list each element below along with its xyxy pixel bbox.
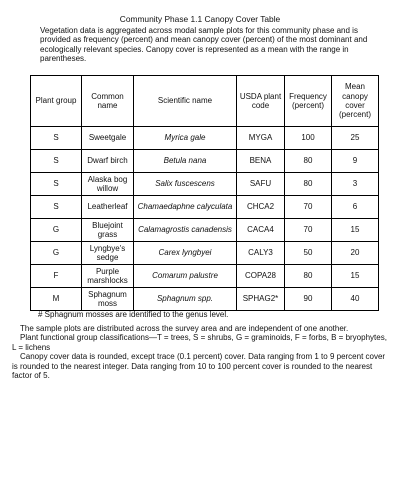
table-row — [31, 150, 379, 173]
cell-usda-code: SAFU — [237, 173, 285, 196]
header-usda-code: USDA plant code — [237, 76, 285, 127]
cell-usda-code: MYGA — [237, 127, 285, 150]
cell-plant-group: G — [31, 219, 82, 242]
table-row — [31, 288, 379, 311]
cell-canopy-cover: 3 — [332, 173, 379, 196]
cell-usda-code: CALY3 — [237, 242, 285, 265]
header-plant-group: Plant group — [31, 76, 82, 127]
cell-scientific-name: Myrica gale — [134, 127, 237, 150]
cell-common-name: Bluejoint grass — [82, 219, 134, 242]
cell-common-name: Leatherleaf — [82, 196, 134, 219]
cell-plant-group: S — [31, 196, 82, 219]
cell-usda-code: COPA28 — [237, 265, 285, 288]
cell-common-name: Purple marshlocks — [82, 265, 134, 288]
cell-canopy-cover: 40 — [332, 288, 379, 311]
cell-common-name: Dwarf birch — [82, 150, 134, 173]
notes-section — [12, 324, 388, 380]
header-scientific-name: Scientific name — [134, 76, 237, 127]
cell-scientific-name: Calamagrostis canadensis — [134, 219, 237, 242]
cell-plant-group: S — [31, 150, 82, 173]
cell-common-name: Lyngbye's sedge — [82, 242, 134, 265]
cell-canopy-cover: 6 — [332, 196, 379, 219]
table-row — [31, 173, 379, 196]
table-row — [31, 196, 379, 219]
cell-canopy-cover: 15 — [332, 219, 379, 242]
cell-scientific-name: Betula nana — [134, 150, 237, 173]
cell-usda-code: CACA4 — [237, 219, 285, 242]
cell-frequency: 50 — [285, 242, 332, 265]
table-row — [31, 127, 379, 150]
cell-frequency: 70 — [285, 219, 332, 242]
cell-plant-group: M — [31, 288, 82, 311]
cell-usda-code: SPHAG2* — [237, 288, 285, 311]
note-sampling: The sample plots are distributed across the survey area and are independent of one another. — [20, 324, 349, 333]
cell-scientific-name: Comarum palustre — [134, 265, 237, 288]
note-rounding: Canopy cover data is rounded, except trace (0.1 percent) cover. Data ranging from 1 to 9 percent cover is rounded to the nearest integer. Data ranging from 10 to 100 percent cover is rounded to the nearest factor of 5. — [12, 352, 386, 381]
table-row — [31, 242, 379, 265]
cell-common-name: Alaska bog willow — [82, 173, 134, 196]
cell-plant-group: S — [31, 127, 82, 150]
table-row — [31, 265, 379, 288]
cell-scientific-name: Sphagnum spp. — [134, 288, 237, 311]
table-row — [31, 219, 379, 242]
note-functional-groups: Plant functional group classifications—T = trees, S = shrubs, G = graminoids, F = forbs, B = bryophytes, L = lichens — [12, 333, 387, 352]
page-title: Community Phase 1.1 Canopy Cover Table — [119, 14, 281, 24]
cell-plant-group: G — [31, 242, 82, 265]
cell-frequency: 100 — [285, 127, 332, 150]
canopy-cover-table — [30, 75, 379, 311]
cell-frequency: 80 — [285, 150, 332, 173]
cell-scientific-name: Carex lyngbyei — [134, 242, 237, 265]
cell-frequency: 80 — [285, 265, 332, 288]
cell-plant-group: S — [31, 173, 82, 196]
cell-frequency: 80 — [285, 173, 332, 196]
header-canopy-cover: Mean canopy cover (percent) — [332, 76, 379, 127]
cell-usda-code: BENA — [237, 150, 285, 173]
cell-usda-code: CHCA2 — [237, 196, 285, 219]
header-frequency: Frequency (percent) — [285, 76, 332, 127]
cell-frequency: 70 — [285, 196, 332, 219]
table-footnote: # Sphagnum mosses are identified to the genus level. — [38, 310, 229, 319]
cell-scientific-name: Chamaedaphne calyculata — [134, 196, 237, 219]
cell-frequency: 90 — [285, 288, 332, 311]
cell-common-name: Sweetgale — [82, 127, 134, 150]
table-header-row — [31, 76, 379, 127]
cell-common-name: Sphagnum moss — [82, 288, 134, 311]
cell-scientific-name: Salix fuscescens — [134, 173, 237, 196]
cell-plant-group: F — [31, 265, 82, 288]
cell-canopy-cover: 15 — [332, 265, 379, 288]
cell-canopy-cover: 25 — [332, 127, 379, 150]
cell-canopy-cover: 9 — [332, 150, 379, 173]
intro-paragraph: Vegetation data is aggregated across modal sample plots for this community phase and is provided as frequency (percent) and mean canopy cover (percent) of the most dominant and ecologically relevant species. Canopy cover is represented as a mean with the range in parentheses. — [40, 26, 368, 64]
cell-canopy-cover: 20 — [332, 242, 379, 265]
header-common-name: Common name — [82, 76, 134, 127]
